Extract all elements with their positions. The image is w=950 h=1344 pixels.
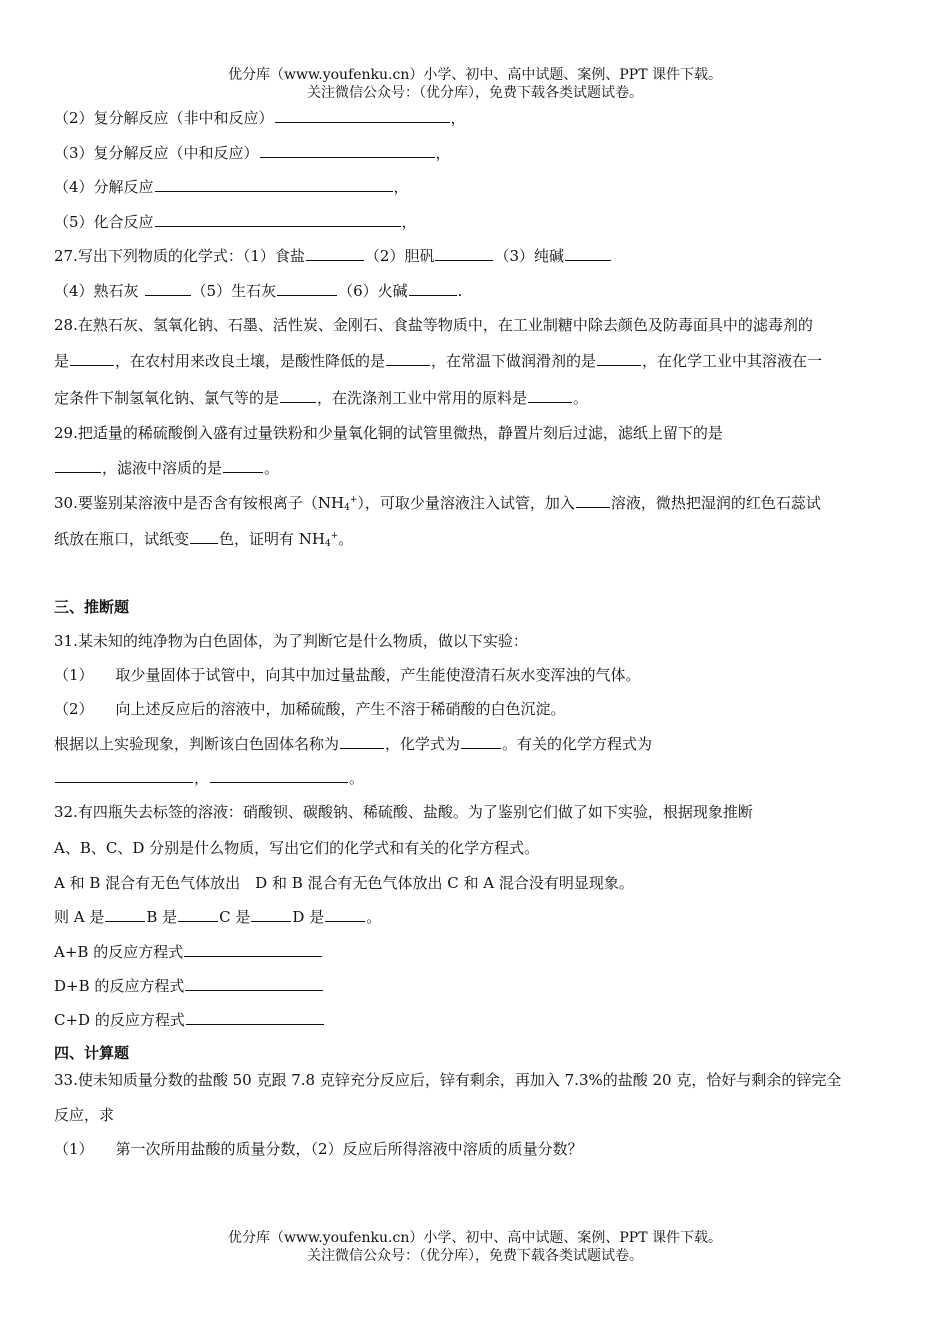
answer-blank[interactable] <box>184 942 322 957</box>
answer-blank[interactable] <box>190 529 218 544</box>
page-footer-line-1: 优分库（www.youfenku.cn）小学、初中、高中试题、案例、PPT 课件下载。 <box>227 1230 722 1246</box>
q26-item-5-text: （5）化合反应 <box>54 213 154 231</box>
answer-blank[interactable] <box>565 246 611 261</box>
q26-item-3: （3）复分解反应（中和反应） ， <box>54 144 451 162</box>
q32-equation-ab: A+B 的反应方程式 <box>54 942 323 962</box>
answer-blank[interactable] <box>280 388 316 403</box>
answer-blank[interactable] <box>55 768 193 783</box>
answer-blank[interactable] <box>275 108 450 123</box>
q29-line-1: 29.把适量的稀硫酸倒入盛有过量铁粉和少量氧化铜的试管里微热，静置片刻后过滤，滤纸上留下的是 <box>54 424 723 442</box>
q26-item-2-text: （2）复分解反应（非中和反应） <box>54 109 274 127</box>
answer-blank[interactable] <box>576 493 610 508</box>
page-footer-line-2: 关注微信公众号：（优分库），免费下载各类试题试卷。 <box>307 1248 643 1264</box>
answer-blank[interactable] <box>185 976 323 991</box>
answer-blank[interactable] <box>528 388 572 403</box>
answer-blank[interactable] <box>145 281 191 296</box>
answer-blank[interactable] <box>597 351 641 366</box>
q28-line-3: 定条件下制氢氧化钠、氯气等的是 ，在洗涤剂工业中常用的原料是 。 <box>54 389 589 407</box>
q29-line-2: ，滤液中溶质的是 。 <box>54 458 279 478</box>
answer-blank[interactable] <box>186 1010 324 1025</box>
q31-text: 31.某未知的纯净物为白色固体，为了判断它是什么物质，做以下实验： <box>54 632 528 650</box>
answer-blank[interactable] <box>409 281 457 296</box>
q28-line-1: 28.在熟石灰、氢氧化钠、石墨、活性炭、金刚石、食盐等物质中，在工业制糖中除去颜色及防毒面具中的滤毒剂的 <box>54 316 813 334</box>
q32-line-3: A 和 B 混合有无色气体放出 D 和 B 混合有无色气体放出 C 和 A 混合没有明显现象。 <box>54 874 634 892</box>
answer-blank[interactable] <box>435 246 493 261</box>
q32-line-2: A、B、C、D 分别是什么物质，写出它们的化学式和有关的化学方程式。 <box>54 839 540 857</box>
answer-blank[interactable] <box>461 734 501 749</box>
answer-blank[interactable] <box>306 246 364 261</box>
answer-blank[interactable] <box>251 907 291 922</box>
q27-line-2: （4）熟石灰 （5）生石灰 （6）火碱 . <box>54 282 463 300</box>
answer-blank[interactable] <box>210 768 348 783</box>
answer-blank[interactable] <box>277 281 337 296</box>
q28-line-2: 是 ，在农村用来改良土壤，是酸性降低的是 ，在常温下做润滑剂的是 ，在化学工业中其溶液在一 <box>54 352 823 370</box>
q27-lead: 27.写出下列物质的化学式：（1）食盐 <box>54 247 305 265</box>
answer-blank[interactable] <box>260 143 435 158</box>
answer-blank[interactable] <box>155 177 393 192</box>
answer-blank[interactable] <box>386 351 430 366</box>
answer-blank[interactable] <box>70 351 114 366</box>
q32-line-1: 32.有四瓶失去标签的溶液：硝酸钡、碳酸钠、稀硫酸、盐酸。为了鉴别它们做了如下实验，根据现象推断 <box>54 803 753 821</box>
page-header-line-2: 关注微信公众号：（优分库），免费下载各类试题试卷。 <box>307 85 643 101</box>
q26-item-4-text: （4）分解反应 <box>54 178 154 196</box>
q26-item-4: （4）分解反应 ， <box>54 178 409 196</box>
q30-line-2: 纸放在瓶口，试纸变 色，证明有 $NH_4^+$。 <box>54 530 354 549</box>
q33-line-2: 反应，求 <box>54 1106 115 1124</box>
q32-answers: 则 A 是 B 是 C 是 D 是 。 <box>54 908 382 926</box>
answer-blank[interactable] <box>178 907 218 922</box>
q31-step-1: （1） 取少量固体于试管中，向其中加过量盐酸，产生能使澄清石灰水变浑浊的气体。 <box>54 666 641 684</box>
q27-line-1: 27.写出下列物质的化学式：（1）食盐 （2）胆矾 （3）纯碱 <box>54 246 612 266</box>
section-title-calculation: 四、计算题 <box>54 1044 130 1062</box>
q30-line-1: 30.要鉴别某溶液中是否含有铵根离子$(NH_4^+)$，可取少量溶液注入试管，加入 溶液，微热把湿润的红色石蕊试 <box>54 494 821 513</box>
answer-blank[interactable] <box>55 458 101 473</box>
q26-item-5: （5）化合反应 ， <box>54 213 417 231</box>
q31-conclusion: 根据以上实验现象，判断该白色固体名称为 ，化学式为 。有关的化学方程式为 <box>54 735 653 753</box>
q33-line-3: （1） 第一次所用盐酸的质量分数，（2）反应后所得溶液中溶质的质量分数？ <box>54 1140 583 1158</box>
page-header-line-1: 优分库（www.youfenku.cn）小学、初中、高中试题、案例、PPT 课件下载。 <box>227 67 722 83</box>
q31-equations: ， 。 <box>54 768 364 788</box>
answer-blank[interactable] <box>340 734 384 749</box>
answer-blank[interactable] <box>223 458 263 473</box>
answer-blank[interactable] <box>105 907 145 922</box>
q32-equation-cd: C+D 的反应方程式 <box>54 1010 325 1030</box>
q33-line-1: 33.使未知质量分数的盐酸 50 克跟 7.8 克锌充分反应后，锌有剩余，再加入 7.3%的盐酸 20 克，恰好与剩余的锌完全 <box>54 1071 842 1089</box>
q31-step-2: （2） 向上述反应后的溶液中，加稀硫酸，产生不溶于稀硝酸的白色沉淀。 <box>54 700 566 718</box>
q26-item-2: （2）复分解反应（非中和反应） ， <box>54 109 466 127</box>
answer-blank[interactable] <box>325 907 365 922</box>
q26-item-3-text: （3）复分解反应（中和反应） <box>54 144 259 162</box>
section-title-inference: 三、推断题 <box>54 598 130 616</box>
q32-equation-db: D+B 的反应方程式 <box>54 976 324 996</box>
answer-blank[interactable] <box>155 212 401 227</box>
